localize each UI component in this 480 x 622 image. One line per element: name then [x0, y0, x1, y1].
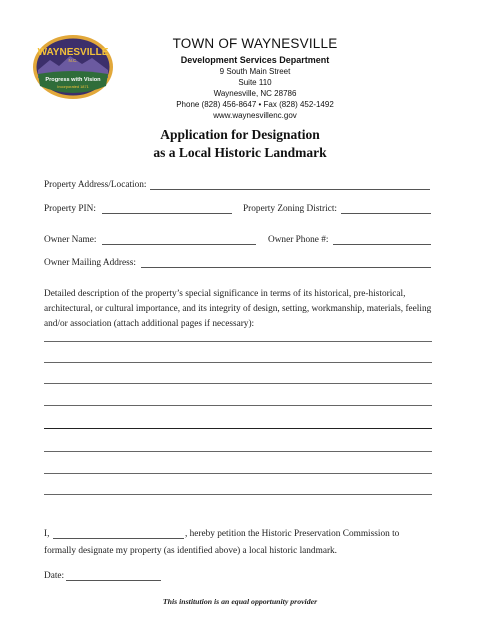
- description-line[interactable]: [44, 341, 432, 342]
- owner-name-label: Owner Name:: [44, 235, 97, 245]
- zoning-district-field[interactable]: [341, 213, 431, 214]
- footer-notice: This institution is an equal opportunity provider: [162, 597, 318, 606]
- description-line[interactable]: [44, 451, 432, 452]
- description-line[interactable]: [44, 494, 432, 495]
- owner-phone-label: Owner Phone #:: [268, 235, 329, 245]
- description-line[interactable]: [44, 362, 432, 363]
- petition-prefix: I,: [44, 529, 50, 539]
- mailing-address-label: Owner Mailing Address:: [44, 258, 136, 268]
- petition-text-line-2: formally designate my property (as identified above) a local historic landmark.: [44, 546, 338, 556]
- description-line[interactable]: [44, 383, 432, 384]
- svg-text:Progress with Vision: Progress with Vision: [45, 77, 101, 83]
- zoning-district-label: Property Zoning District:: [243, 204, 337, 214]
- property-address-label: Property Address/Location:: [44, 180, 147, 190]
- town-name: TOWN OF WAYNESVILLE: [172, 36, 338, 51]
- petitioner-name-field[interactable]: [53, 538, 184, 539]
- mailing-address-field[interactable]: [141, 267, 431, 268]
- svg-text:N.C.: N.C.: [68, 58, 78, 63]
- form-title-line-2: as a Local Historic Landmark: [153, 145, 327, 160]
- city-state-zip: Waynesville, NC 28786: [213, 89, 297, 98]
- address-line-1: 9 South Main Street: [219, 67, 291, 76]
- date-label: Date:: [44, 571, 65, 581]
- department-name: Development Services Department: [180, 55, 330, 65]
- website: www.waynesvillenc.gov: [213, 111, 297, 120]
- description-line[interactable]: [44, 473, 432, 474]
- property-pin-label: Property PIN:: [44, 204, 96, 214]
- description-instructions: Detailed description of the property’s special significance in terms of its historical, pre-historical, architectural, or cultural importance, and its integrity of design, setting, workmanship, materials, feeling and/or association (attach additional pages if necessary):: [44, 289, 432, 329]
- description-line[interactable]: [44, 428, 432, 429]
- owner-phone-field[interactable]: [333, 244, 431, 245]
- form-title-line-1: Application for Designation: [160, 127, 320, 142]
- town-logo: [32, 34, 114, 100]
- property-address-field[interactable]: [150, 189, 430, 190]
- phone-fax: Phone (828) 456-8647 • Fax (828) 452-1492: [176, 100, 334, 109]
- property-pin-field[interactable]: [102, 213, 232, 214]
- date-field[interactable]: [66, 580, 161, 581]
- owner-name-field[interactable]: [102, 244, 256, 245]
- svg-text:WAYNESVILLE: WAYNESVILLE: [37, 47, 109, 58]
- description-line[interactable]: [44, 405, 432, 406]
- address-line-2: Suite 110: [238, 78, 272, 87]
- svg-text:Incorporated 1871: Incorporated 1871: [57, 84, 89, 89]
- petition-text: , hereby petition the Historic Preservation Commission to: [185, 529, 400, 539]
